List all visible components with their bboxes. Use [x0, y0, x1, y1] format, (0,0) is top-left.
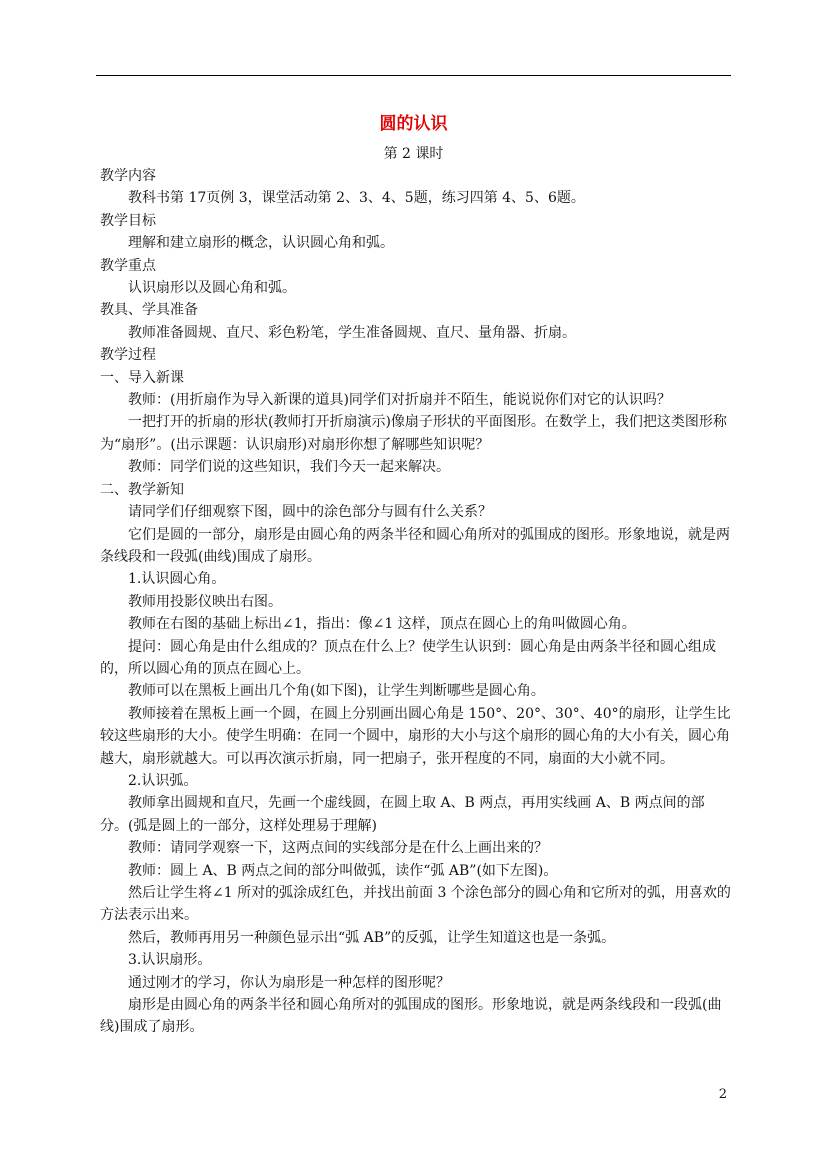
body-paragraph: 然后，教师再用另一种颜色显示出“弧 AB”的反弧，让学生知道这也是一条弧。 — [128, 929, 616, 946]
section-heading: 教学过程 — [100, 347, 156, 364]
body-paragraph: 教师：同学们说的这些知识，我们今天一起来解决。 — [128, 459, 450, 476]
body-paragraph: 然后让学生将∠1 所对的弧涂成红色，并找出前面 3 个涂色部分的圆心角和它所对的弧，用喜欢的方法表示出来。 — [100, 885, 731, 924]
body-paragraph: 教师拿出圆规和直尺，先画一个虚线圆，在圆上取 A、B 两点，再用实线画 A、B 两点间的部分。(弧是圆上的一部分，这样处理易于理解) — [100, 795, 705, 834]
body-paragraph: 通过刚才的学习，你认为扇形是一种怎样的图形呢？ — [128, 974, 450, 991]
section-heading: 教学重点 — [100, 257, 156, 274]
body-paragraph: 请同学们仔细观察下图，圆中的涂色部分与圆有什么关系？ — [128, 504, 492, 521]
section-heading: 教学内容 — [100, 168, 156, 184]
body-paragraph: 教师准备圆规、直尺、彩色粉笔，学生准备圆规、直尺、量角器、折扇。 — [128, 324, 576, 341]
body-paragraph: 教科书第 17页例 3，课堂活动第 2、3、4、5题，练习四第 4、5、6题。 — [128, 190, 585, 207]
body-paragraph: 认识扇形以及圆心角和弧。 — [128, 280, 296, 297]
body-paragraph: 一把打开的折扇的形状(教师打开折扇演示)像扇子形状的平面图形。在数学上，我们把这类图形称为“扇形”。(出示课题：认识扇形)对扇形你想了解哪些知识呢？ — [100, 414, 727, 453]
body-paragraph: 理解和建立扇形的概念，认识圆心角和弧。 — [128, 235, 394, 252]
document-title: 圆的认识 — [379, 114, 448, 134]
body-paragraph: 教师接着在黑板上画一个圆，在圆上分别画出圆心角是 150°、20°、30°、40°的扇形，让学生比较这些扇形的大小。使学生明确：在同一个圆中，扇形的大小与这个扇形的圆心角的大小有关，圆心角越大，扇形就越大。可以再次演示折扇，同一把扇子，张开程度的不同，扇面的大小就不同。 — [100, 705, 731, 767]
body-paragraph: 2.认识弧。 — [128, 772, 198, 789]
body-paragraph: 扇形是由圆心角的两条半径和圆心角所对的弧围成的图形。形象地说，就是两条线段和一段弧(曲线)围成了扇形。 — [100, 997, 722, 1036]
body-paragraph: 提问：圆心角是由什么组成的？顶点在什么上？使学生认识到：圆心角是由两条半径和圆心组成的，所以圆心角的顶点在圆心上。 — [100, 638, 716, 677]
page-number: 2 — [718, 1087, 727, 1102]
section-heading: 一、导入新课 — [100, 369, 184, 386]
section-heading: 二、教学新知 — [100, 481, 184, 498]
section-heading: 教学目标 — [100, 212, 156, 229]
section-heading: 教具、学具准备 — [100, 302, 198, 319]
body-paragraph: 教师用投影仪映出右图。 — [128, 593, 282, 610]
body-paragraph: 它们是圆的一部分，扇形是由圆心角的两条半径和圆心角所对的弧围成的图形。形象地说，就是两条线段和一段弧(曲线)围成了扇形。 — [100, 526, 730, 565]
document-body — [100, 165, 731, 1039]
body-paragraph: 教师：(用折扇作为导入新课的道具)同学们对折扇并不陌生，能说说你们对它的认识吗？ — [128, 392, 671, 409]
header-rule — [96, 75, 731, 76]
body-paragraph: 教师在右图的基础上标出∠1，指出：像∠1 这样，顶点在圆心上的角叫做圆心角。 — [128, 616, 636, 633]
body-paragraph: 教师可以在黑板上画出几个角(如下图)，让学生判断哪些是圆心角。 — [128, 683, 545, 700]
body-paragraph: 教师：圆上 A、B 两点之间的部分叫做弧，读作“弧 AB”(如下左图)。 — [128, 862, 558, 879]
body-paragraph: 3.认识扇形。 — [128, 952, 212, 969]
lesson-period: 第 2 课时 — [383, 146, 444, 162]
body-paragraph: 教师：请同学观察一下，这两点间的实线部分是在什么上画出来的？ — [128, 840, 548, 857]
body-paragraph: 1.认识圆心角。 — [128, 571, 226, 588]
